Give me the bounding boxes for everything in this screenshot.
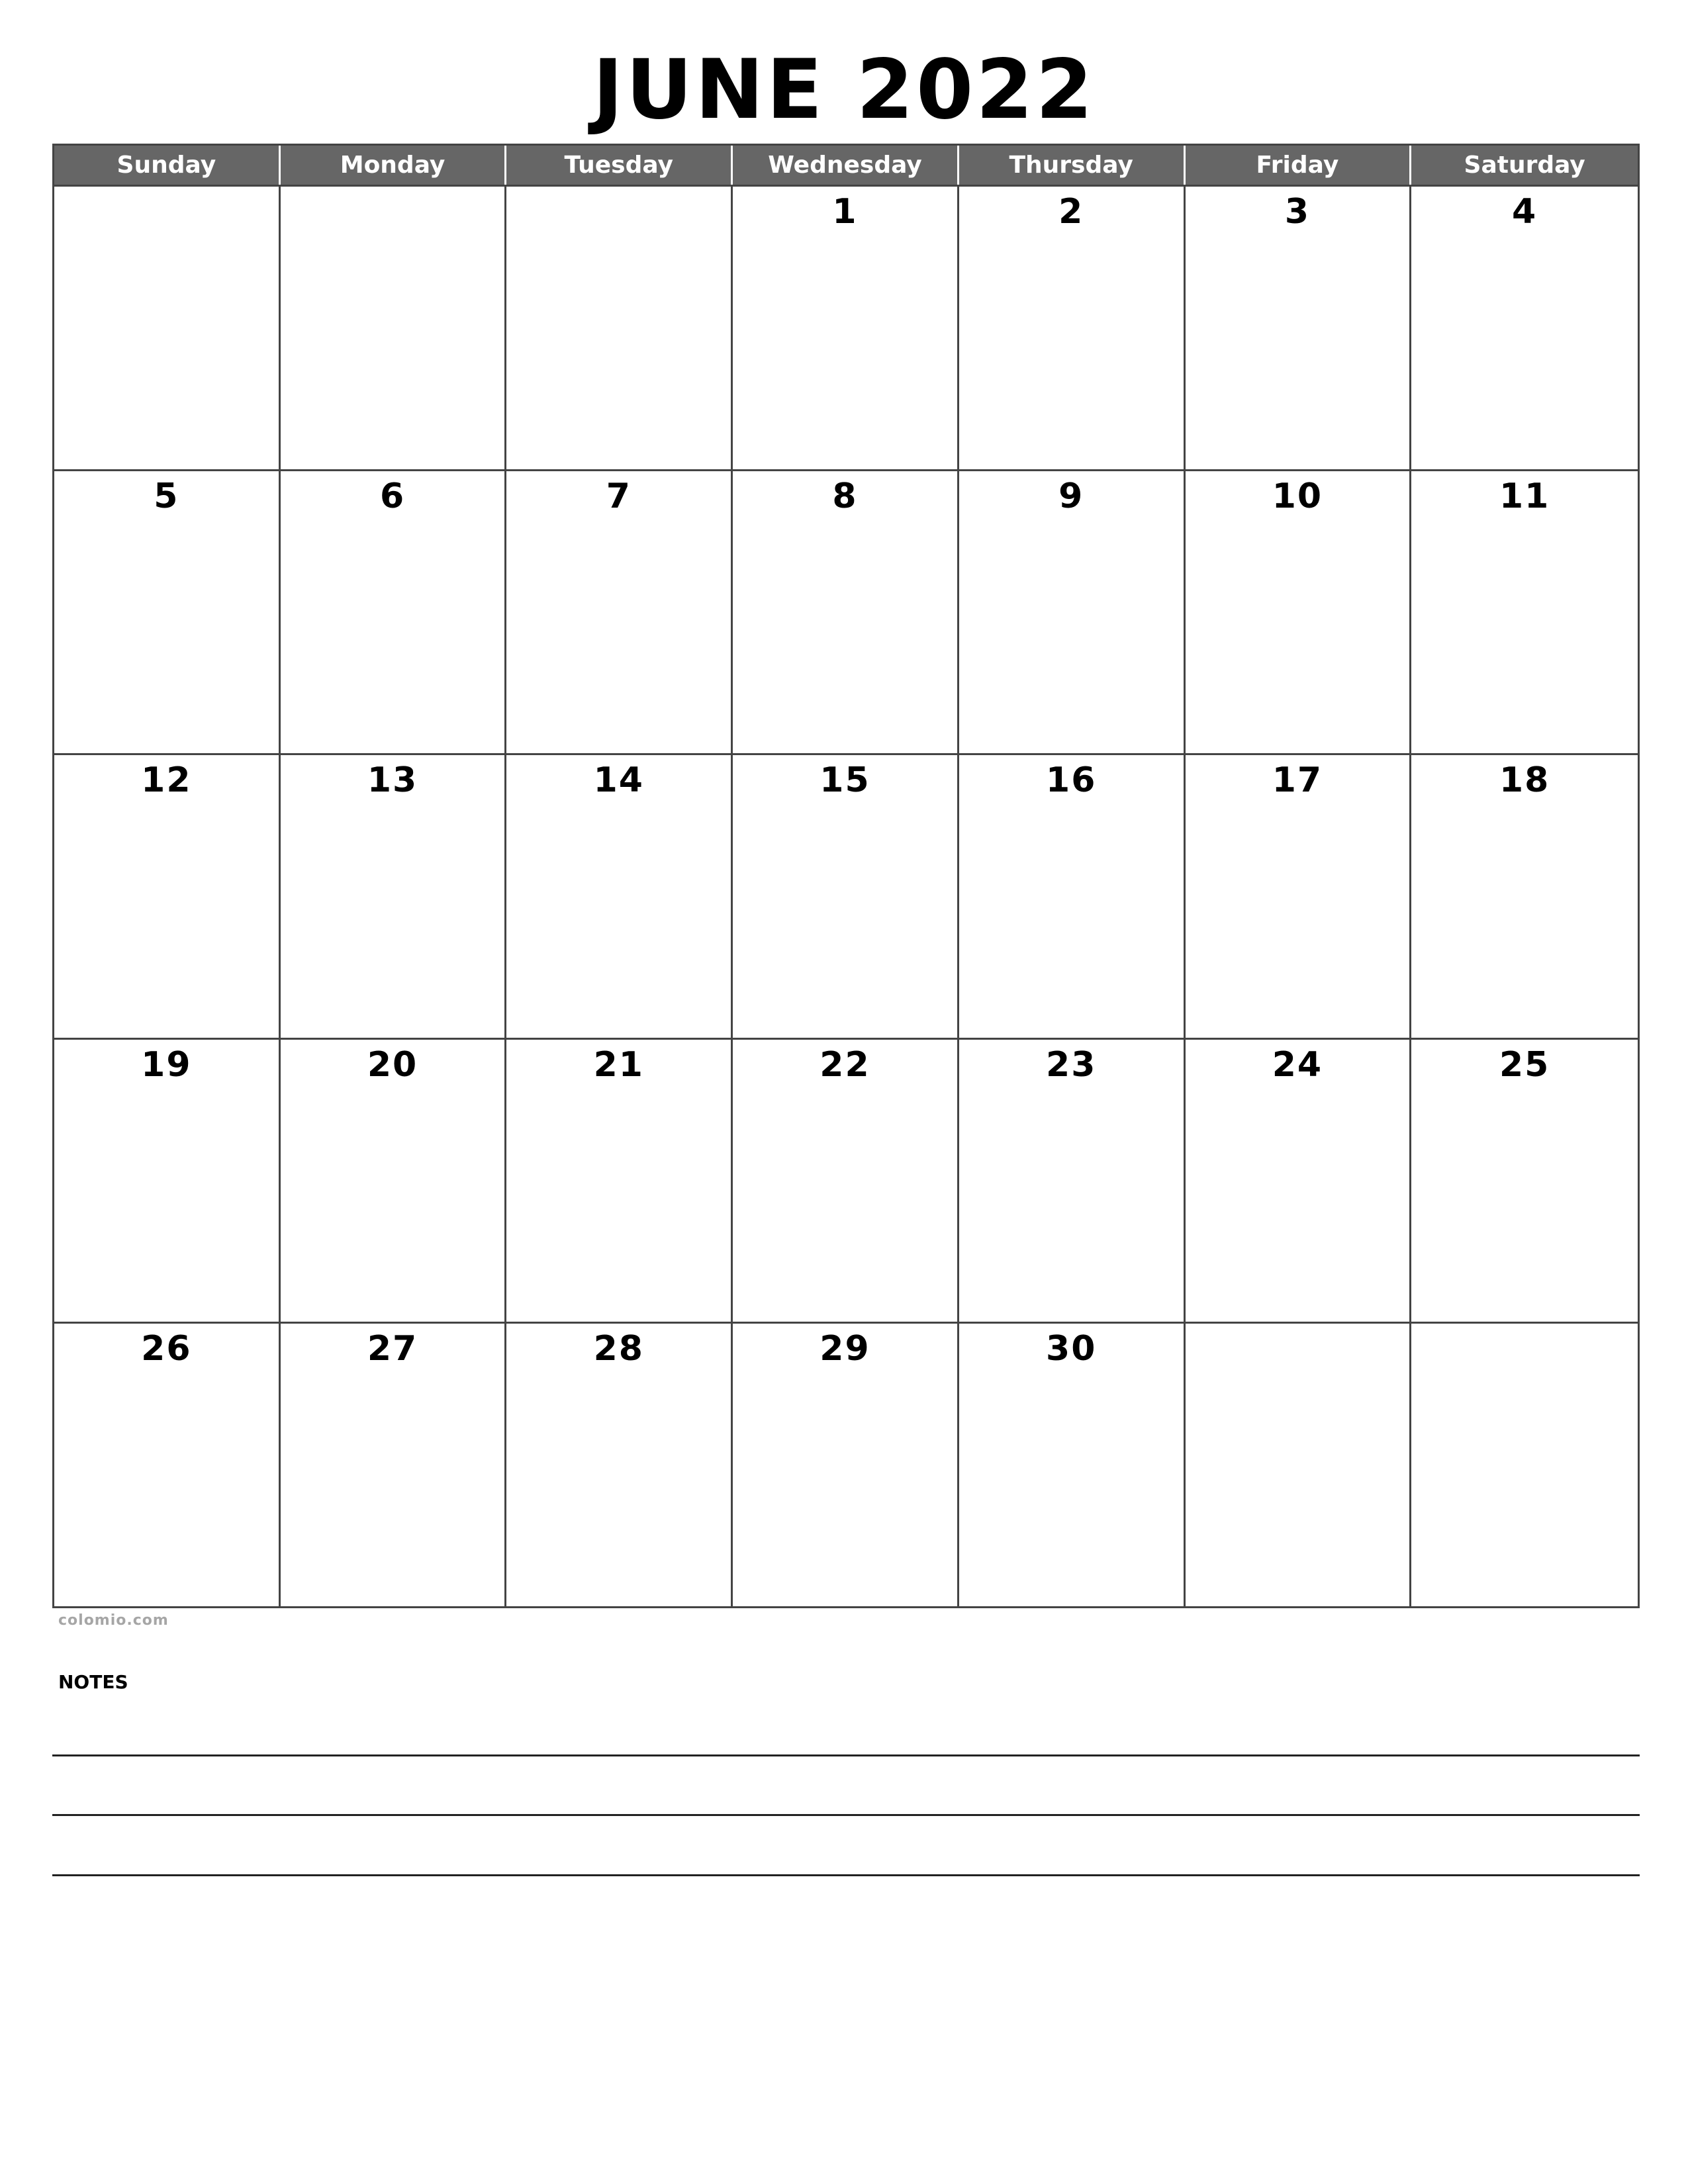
day-cell[interactable] [281,469,507,754]
day-cell[interactable] [1411,469,1638,754]
day-cell[interactable] [733,1322,959,1606]
calendar-title: JUNE 2022 [592,42,1096,138]
weekday-thursday: Thursday [959,146,1186,185]
day-cell[interactable] [959,469,1186,754]
day-cell[interactable] [54,469,281,754]
day-cell[interactable] [733,469,959,754]
weekday-saturday: Saturday [1464,152,1585,179]
day-number: 19 [141,1044,192,1085]
day-grid [54,185,1638,1606]
weekday-friday: Friday [1186,146,1412,185]
day-number: 25 [1499,1044,1550,1085]
day-cell[interactable] [1411,753,1638,1038]
day-cell[interactable] [54,1038,281,1322]
day-number: 12 [141,760,192,801]
day-number: 24 [1272,1044,1323,1085]
day-cell[interactable] [959,185,1186,469]
day-cell[interactable] [733,1038,959,1322]
day-cell[interactable] [54,185,281,469]
site-credit: colomio.com [58,1612,169,1629]
day-number: 21 [593,1044,644,1085]
day-number: 27 [367,1329,418,1369]
day-number: 20 [367,1044,418,1085]
day-number: 29 [820,1329,870,1369]
day-number: 15 [820,760,870,801]
day-number: 10 [1272,476,1323,516]
day-cell[interactable] [506,753,733,1038]
day-cell[interactable] [1186,753,1412,1038]
calendar-grid [52,144,1640,1608]
day-cell[interactable] [281,185,507,469]
day-cell[interactable] [54,1322,281,1606]
day-number: 22 [820,1044,870,1085]
day-cell[interactable] [1186,469,1412,754]
day-cell[interactable] [959,1322,1186,1606]
day-cell[interactable] [959,1038,1186,1322]
notes-label: NOTES [58,1671,128,1693]
day-cell[interactable] [1186,1038,1412,1322]
weekday-sunday: Sunday [54,146,281,185]
day-cell[interactable] [1186,1322,1412,1606]
day-cell[interactable] [733,753,959,1038]
day-number: 6 [379,476,406,516]
day-cell[interactable] [281,1322,507,1606]
day-number: 5 [154,476,179,516]
note-line [52,1874,1640,1876]
day-number: 18 [1499,760,1550,801]
day-cell[interactable] [1411,185,1638,469]
note-line [52,1814,1640,1816]
weekday-tuesday: Tuesday [506,146,733,185]
day-number: 4 [1512,192,1538,232]
day-cell[interactable] [506,1322,733,1606]
weekday-header [54,146,1638,185]
day-number: 17 [1272,760,1323,801]
day-number: 30 [1046,1329,1097,1369]
day-cell[interactable] [506,1038,733,1322]
day-number: 1 [832,192,858,232]
day-number: 16 [1046,760,1097,801]
day-number: 14 [593,760,644,801]
day-number: 9 [1058,476,1084,516]
day-cell[interactable] [506,469,733,754]
note-line [52,1754,1640,1756]
day-number: 7 [606,476,632,516]
day-number: 8 [832,476,858,516]
day-cell[interactable] [281,753,507,1038]
day-cell[interactable] [1411,1322,1638,1606]
day-cell[interactable] [281,1038,507,1322]
day-number: 3 [1284,192,1311,232]
day-number: 23 [1046,1044,1097,1085]
day-number: 2 [1058,192,1084,232]
weekday-monday: Monday [281,146,507,185]
day-number: 11 [1499,476,1550,516]
day-cell[interactable] [1411,1038,1638,1322]
day-cell[interactable] [733,185,959,469]
day-cell[interactable] [959,753,1186,1038]
day-number: 28 [593,1329,644,1369]
day-cell[interactable] [1186,185,1412,469]
day-number: 26 [141,1329,192,1369]
day-cell[interactable] [506,185,733,469]
weekday-wednesday: Wednesday [733,146,959,185]
day-number: 13 [367,760,418,801]
day-cell[interactable] [54,753,281,1038]
